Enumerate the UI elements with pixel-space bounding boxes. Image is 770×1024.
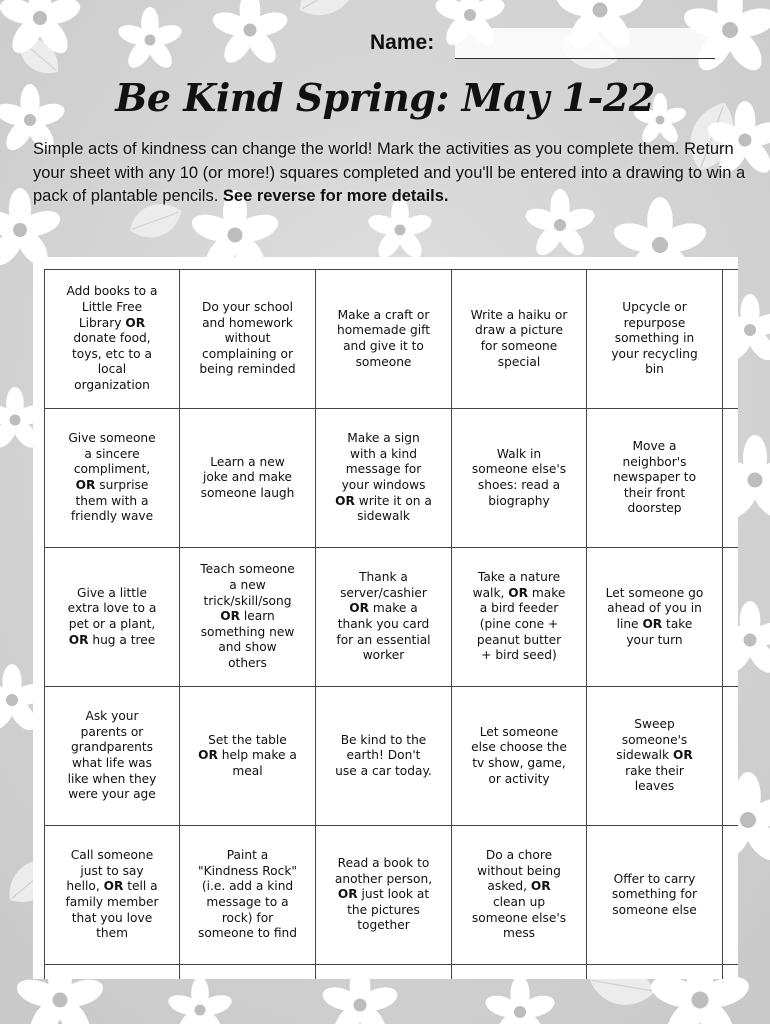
grid-edge-cell xyxy=(723,548,738,687)
activity-square-1-3[interactable] xyxy=(316,270,452,409)
activity-text: Thank a server/cashier OR make a thank you card for an essential worker xyxy=(336,570,431,663)
activity-square-2-2[interactable] xyxy=(180,409,316,548)
activity-text: Be kind to the earth! Don't use a car today. xyxy=(335,732,432,778)
activity-square-2-4[interactable] xyxy=(452,409,587,548)
activity-text: Move a neighbor's newspaper to their front doorstep xyxy=(612,439,697,516)
activity-square-4-5[interactable] xyxy=(587,687,723,826)
activity-text: Make a sign with a kind message for your windows OR write it on a sidewalk xyxy=(335,431,432,524)
activity-square-2-1[interactable] xyxy=(45,409,180,548)
activity-text: Write a haiku or draw a picture for someone special xyxy=(470,307,568,369)
activity-text: Offer to carry something for someone else xyxy=(611,871,698,917)
activity-text: Take a nature walk, OR make a bird feeder (pine cone + peanut butter + bird seed) xyxy=(472,570,566,663)
activity-square-3-1[interactable] xyxy=(45,548,180,687)
activity-square-1-4[interactable] xyxy=(452,270,587,409)
bingo-card-panel xyxy=(33,257,738,979)
activity-text: Add books to a Little Free Library OR donate food, toys, etc to a local organization xyxy=(66,284,158,392)
bingo-grid xyxy=(44,269,738,979)
activity-square-5-1[interactable] xyxy=(45,826,180,965)
activity-square-4-1[interactable] xyxy=(45,687,180,826)
grid-edge-cell xyxy=(45,965,180,979)
grid-edge-cell xyxy=(452,965,587,979)
activity-square-4-3[interactable] xyxy=(316,687,452,826)
activity-text: Do your school and homework without complaining or being reminded xyxy=(199,300,296,377)
name-label: Name: xyxy=(370,31,435,54)
activity-square-1-1[interactable] xyxy=(45,270,180,409)
activity-text: Sweep someone's sidewalk OR rake their leaves xyxy=(616,717,693,794)
name-input-line[interactable] xyxy=(455,28,715,59)
activity-square-5-4[interactable] xyxy=(452,826,587,965)
activity-text: Walk in someone else's shoes: read a biography xyxy=(471,446,567,508)
activity-text: Make a craft or homemade gift and give it to someone xyxy=(337,307,430,369)
grid-edge-cell xyxy=(316,965,452,979)
activity-square-3-5[interactable] xyxy=(587,548,723,687)
activity-square-4-4[interactable] xyxy=(452,687,587,826)
activity-square-3-2[interactable] xyxy=(180,548,316,687)
grid-edge-cell xyxy=(723,409,738,548)
activity-text: Do a chore without being asked, OR clean up someone else's mess xyxy=(471,848,567,941)
grid-edge-cell xyxy=(587,965,723,979)
activity-square-3-3[interactable] xyxy=(316,548,452,687)
page-title: Be Kind Spring: May 1-22 xyxy=(115,75,655,120)
activity-square-3-4[interactable] xyxy=(452,548,587,687)
activity-text: Let someone else choose the tv show, game, or activity xyxy=(471,724,567,786)
activity-square-5-2[interactable] xyxy=(180,826,316,965)
activity-text: Read a book to another person, OR just look at the pictures together xyxy=(334,856,433,933)
intro-text: Simple acts of kindness can change the world! Mark the activities as you complete them. Return your sheet with any 10 (or more!) squares completed and you'll be entered into a drawing to win a pack of plantable pencils. xyxy=(33,140,746,205)
intro-paragraph xyxy=(33,138,748,209)
activity-text: Paint a "Kindness Rock" (i.e. add a kind message to a rock) for someone to find xyxy=(198,848,297,941)
activity-square-1-5[interactable] xyxy=(587,270,723,409)
grid-edge-cell xyxy=(723,270,738,409)
activity-text: Teach someone a new trick/skill/song OR learn something new and show others xyxy=(200,562,295,670)
grid-edge-cell xyxy=(723,965,738,979)
grid-edge-cell xyxy=(180,965,316,979)
activity-text: Learn a new joke and make someone laugh xyxy=(200,454,295,500)
intro-bold-note: See reverse for more details. xyxy=(222,187,449,205)
activity-square-5-5[interactable] xyxy=(587,826,723,965)
activity-square-2-3[interactable] xyxy=(316,409,452,548)
activity-square-4-2[interactable] xyxy=(180,687,316,826)
activity-text: Give someone a sincere compliment, OR surprise them with a friendly wave xyxy=(68,431,156,524)
name-field-row xyxy=(370,28,715,62)
activity-text: Let someone go ahead of you in line OR take your turn xyxy=(605,585,704,647)
grid-edge-cell xyxy=(723,687,738,826)
activity-text: Set the table OR help make a meal xyxy=(198,732,297,778)
grid-edge-cell xyxy=(723,826,738,965)
activity-square-5-3[interactable] xyxy=(316,826,452,965)
activity-square-1-2[interactable] xyxy=(180,270,316,409)
activity-text: Call someone just to say hello, OR tell a family member that you love them xyxy=(65,848,159,941)
activity-text: Give a little extra love to a pet or a plant, OR hug a tree xyxy=(67,585,157,647)
activity-square-2-5[interactable] xyxy=(587,409,723,548)
activity-text: Ask your parents or grandparents what life was like when they were your age xyxy=(67,709,157,802)
activity-text: Upcycle or repurpose something in your recycling bin xyxy=(611,300,698,377)
